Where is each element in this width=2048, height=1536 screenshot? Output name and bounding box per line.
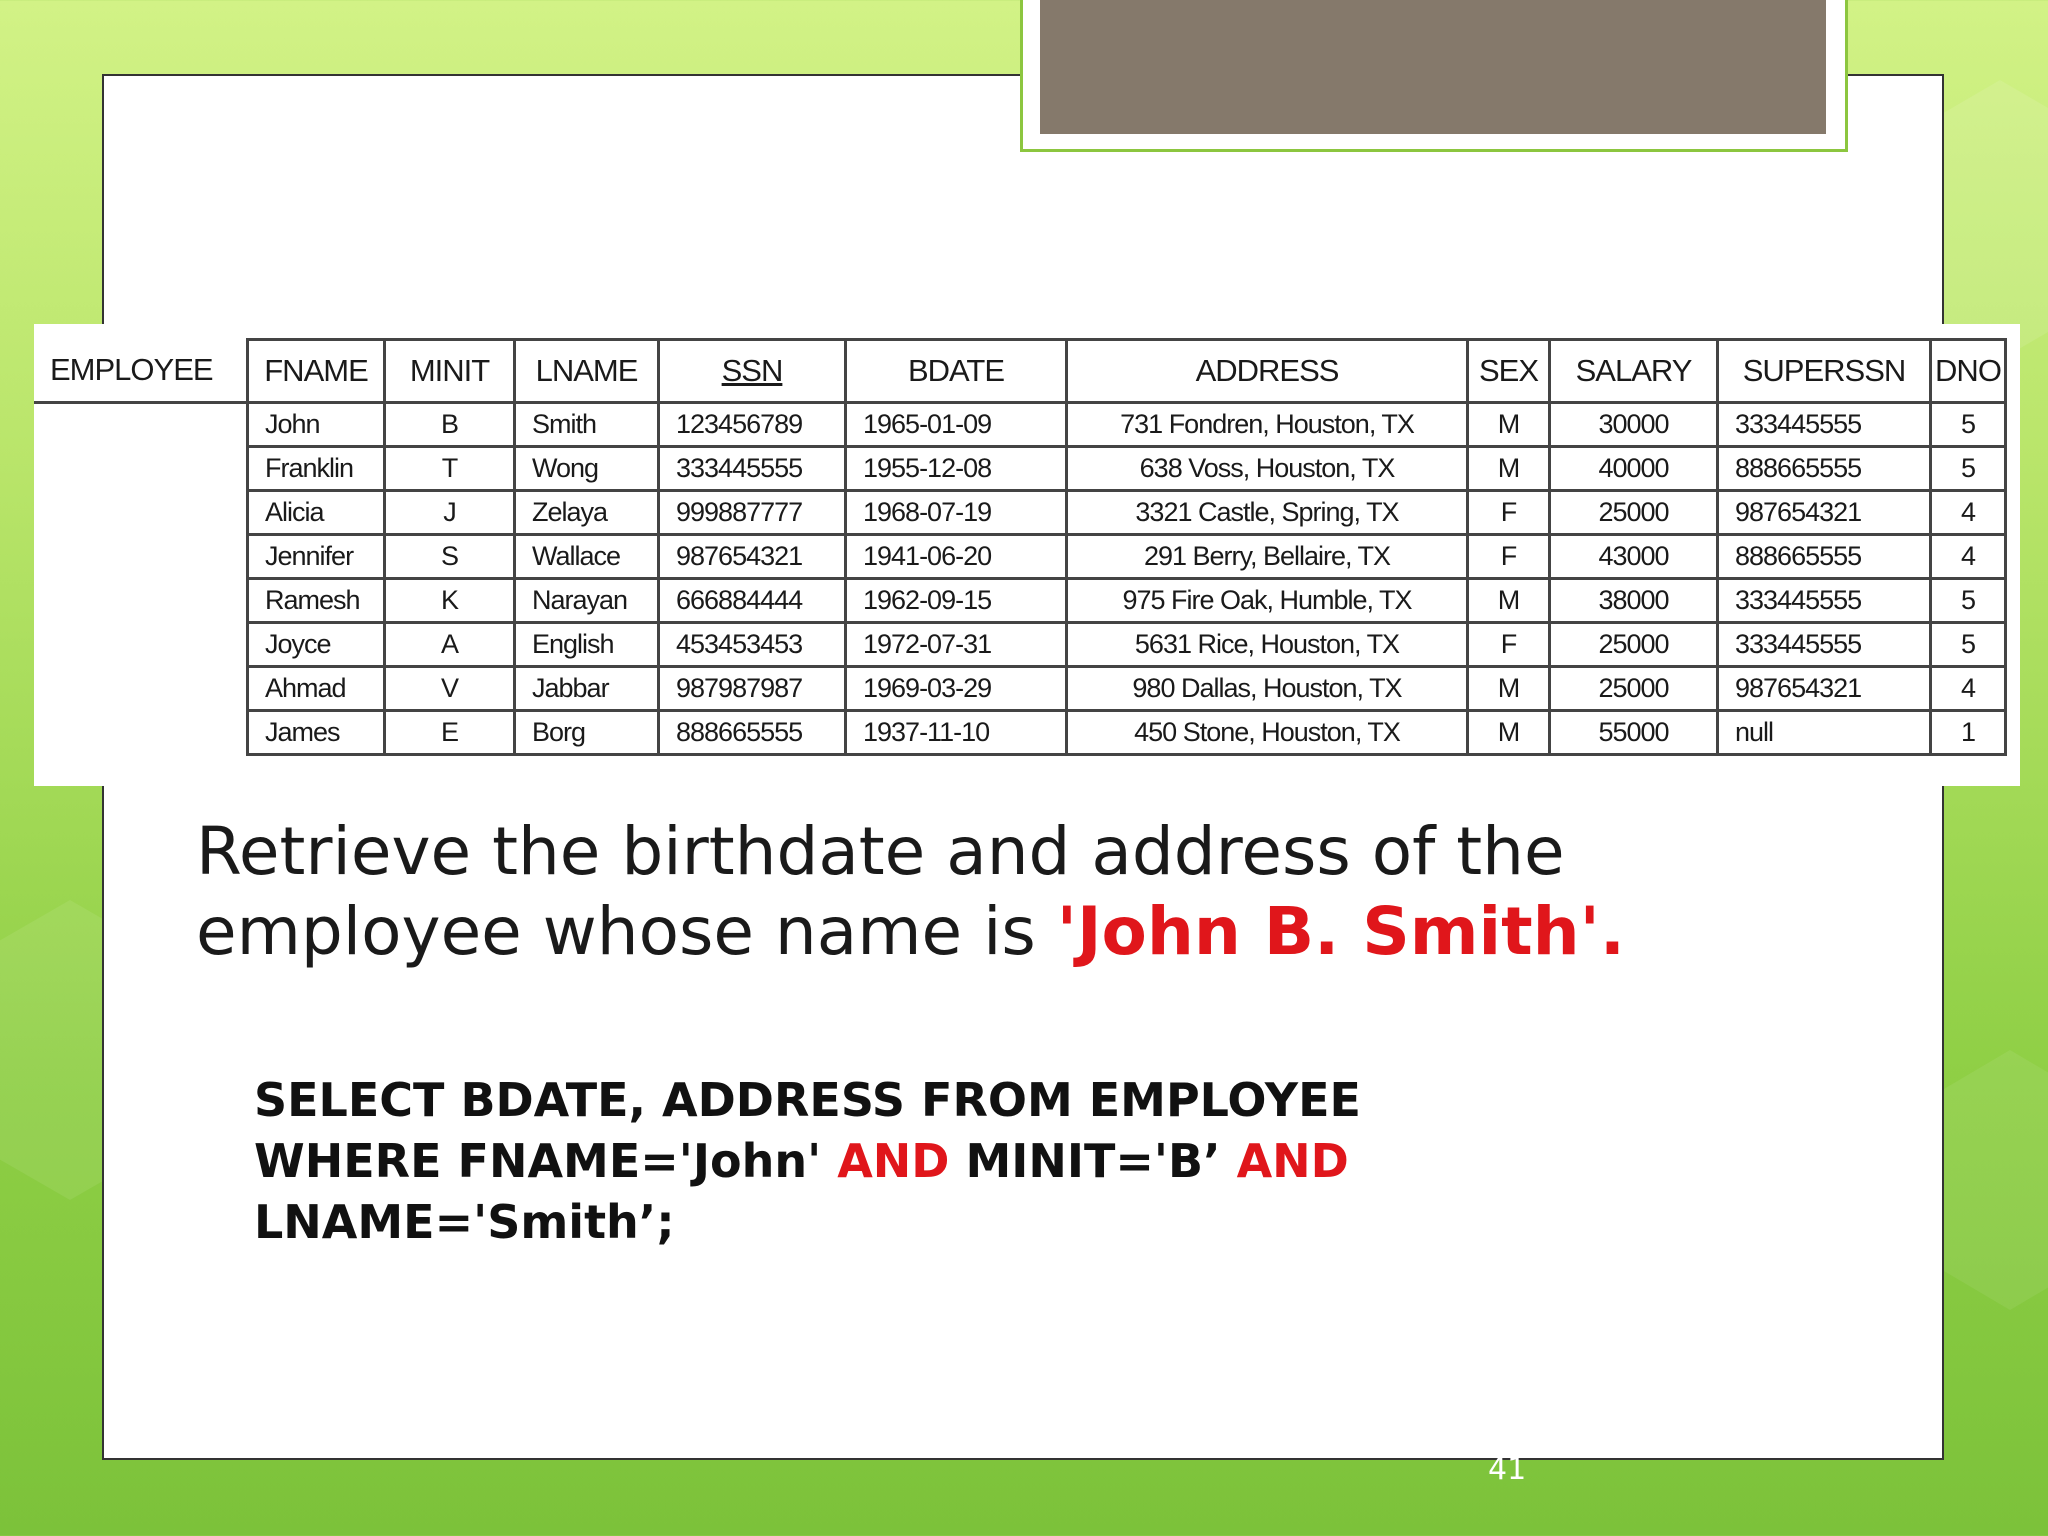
table-cell-minit: V xyxy=(385,667,515,711)
relation-spacer-cell xyxy=(34,447,248,491)
table-cell-fname: James xyxy=(248,711,385,755)
table-cell-ssn: 987654321 xyxy=(659,535,846,579)
table-cell-lname: Wong xyxy=(515,447,659,491)
table-cell-fname: Jennifer xyxy=(248,535,385,579)
table-cell-lname: Borg xyxy=(515,711,659,755)
column-header-fname: FNAME xyxy=(248,340,385,403)
question-text xyxy=(196,812,1696,972)
table-cell-bdate: 1972-07-31 xyxy=(846,623,1067,667)
column-header-sex: SEX xyxy=(1468,340,1550,403)
table-row xyxy=(34,403,2006,447)
table-cell-ssn: 333445555 xyxy=(659,447,846,491)
question-body: Retrieve the birthdate and address of the employee whose name is xyxy=(196,813,1565,970)
table-cell-lname: English xyxy=(515,623,659,667)
sql-line-2 xyxy=(254,1131,1654,1192)
sql-and-keyword: AND xyxy=(837,1134,950,1188)
sql-line-3: LNAME='Smith’; xyxy=(254,1195,675,1249)
relation-spacer-cell xyxy=(34,711,248,755)
sql-minit-condition: MINIT='B’ xyxy=(949,1134,1237,1188)
table-cell-lname: Wallace xyxy=(515,535,659,579)
table-cell-ssn: 123456789 xyxy=(659,403,846,447)
table-cell-address: 638 Voss, Houston, TX xyxy=(1067,447,1468,491)
relation-spacer-cell xyxy=(34,403,248,447)
table-header-row xyxy=(34,340,2006,403)
table-cell-dno: 5 xyxy=(1931,447,2006,491)
table-cell-bdate: 1965-01-09 xyxy=(846,403,1067,447)
table-cell-fname: John xyxy=(248,403,385,447)
table-cell-sex: M xyxy=(1468,447,1550,491)
table-cell-minit: B xyxy=(385,403,515,447)
sql-where-fname: WHERE FNAME='John' xyxy=(254,1134,838,1188)
table-cell-minit: T xyxy=(385,447,515,491)
column-header-address: ADDRESS xyxy=(1067,340,1468,403)
table-cell-salary: 25000 xyxy=(1550,623,1718,667)
table-cell-minit: A xyxy=(385,623,515,667)
table-cell-fname: Franklin xyxy=(248,447,385,491)
table-cell-bdate: 1968-07-19 xyxy=(846,491,1067,535)
relation-spacer-cell xyxy=(34,535,248,579)
table-cell-minit: J xyxy=(385,491,515,535)
sql-query xyxy=(254,1070,1654,1253)
column-header-dno: DNO xyxy=(1931,340,2006,403)
table-cell-salary: 30000 xyxy=(1550,403,1718,447)
table-cell-superssn: 888665555 xyxy=(1718,447,1931,491)
table-cell-bdate: 1955-12-08 xyxy=(846,447,1067,491)
table-row xyxy=(34,491,2006,535)
table-cell-salary: 55000 xyxy=(1550,711,1718,755)
table-cell-sex: M xyxy=(1468,403,1550,447)
sql-and-keyword: AND xyxy=(1236,1134,1349,1188)
title-placeholder xyxy=(1040,0,1826,134)
table-cell-sex: M xyxy=(1468,711,1550,755)
table-cell-minit: E xyxy=(385,711,515,755)
table-cell-salary: 40000 xyxy=(1550,447,1718,491)
relation-spacer-cell xyxy=(34,667,248,711)
table-cell-superssn: 333445555 xyxy=(1718,579,1931,623)
table-cell-minit: S xyxy=(385,535,515,579)
column-header-superssn: SUPERSSN xyxy=(1718,340,1931,403)
table-cell-address: 980 Dallas, Houston, TX xyxy=(1067,667,1468,711)
table-row xyxy=(34,579,2006,623)
table-cell-salary: 43000 xyxy=(1550,535,1718,579)
table-cell-minit: K xyxy=(385,579,515,623)
table-cell-ssn: 987987987 xyxy=(659,667,846,711)
employee-table xyxy=(34,338,2007,756)
column-header-ssn: SSN xyxy=(659,340,846,403)
employee-table-image xyxy=(34,324,2020,786)
table-row xyxy=(34,711,2006,755)
table-cell-dno: 5 xyxy=(1931,579,2006,623)
table-cell-fname: Alicia xyxy=(248,491,385,535)
table-cell-superssn: 333445555 xyxy=(1718,403,1931,447)
sql-line-1: SELECT BDATE, ADDRESS FROM EMPLOYEE xyxy=(254,1073,1361,1127)
table-cell-dno: 5 xyxy=(1931,403,2006,447)
slide-page-number: 41 xyxy=(1488,1452,1527,1487)
table-cell-address: 3321 Castle, Spring, TX xyxy=(1067,491,1468,535)
table-cell-salary: 38000 xyxy=(1550,579,1718,623)
table-cell-fname: Ahmad xyxy=(248,667,385,711)
table-cell-superssn: null xyxy=(1718,711,1931,755)
table-cell-superssn: 333445555 xyxy=(1718,623,1931,667)
table-cell-ssn: 888665555 xyxy=(659,711,846,755)
table-cell-ssn: 999887777 xyxy=(659,491,846,535)
relation-spacer-cell xyxy=(34,579,248,623)
table-cell-sex: F xyxy=(1468,535,1550,579)
relation-spacer-cell xyxy=(34,491,248,535)
table-cell-bdate: 1962-09-15 xyxy=(846,579,1067,623)
column-header-bdate: BDATE xyxy=(846,340,1067,403)
table-cell-lname: Narayan xyxy=(515,579,659,623)
table-row xyxy=(34,535,2006,579)
table-cell-sex: F xyxy=(1468,491,1550,535)
relation-name: EMPLOYEE xyxy=(34,340,248,403)
table-cell-address: 450 Stone, Houston, TX xyxy=(1067,711,1468,755)
table-cell-superssn: 987654321 xyxy=(1718,491,1931,535)
column-header-salary: SALARY xyxy=(1550,340,1718,403)
column-header-minit: MINIT xyxy=(385,340,515,403)
table-cell-dno: 4 xyxy=(1931,667,2006,711)
table-cell-lname: Smith xyxy=(515,403,659,447)
table-cell-sex: M xyxy=(1468,667,1550,711)
table-cell-salary: 25000 xyxy=(1550,667,1718,711)
table-cell-address: 5631 Rice, Houston, TX xyxy=(1067,623,1468,667)
table-cell-superssn: 987654321 xyxy=(1718,667,1931,711)
question-highlight-name: 'John B. Smith'. xyxy=(1056,893,1625,970)
table-cell-bdate: 1941-06-20 xyxy=(846,535,1067,579)
table-cell-ssn: 666884444 xyxy=(659,579,846,623)
table-cell-bdate: 1937-11-10 xyxy=(846,711,1067,755)
table-cell-address: 731 Fondren, Houston, TX xyxy=(1067,403,1468,447)
table-cell-address: 975 Fire Oak, Humble, TX xyxy=(1067,579,1468,623)
table-cell-lname: Jabbar xyxy=(515,667,659,711)
table-cell-ssn: 453453453 xyxy=(659,623,846,667)
table-row xyxy=(34,447,2006,491)
table-cell-fname: Joyce xyxy=(248,623,385,667)
table-cell-dno: 4 xyxy=(1931,491,2006,535)
table-row xyxy=(34,623,2006,667)
column-header-lname: LNAME xyxy=(515,340,659,403)
table-cell-dno: 1 xyxy=(1931,711,2006,755)
table-cell-dno: 4 xyxy=(1931,535,2006,579)
table-row xyxy=(34,667,2006,711)
table-cell-fname: Ramesh xyxy=(248,579,385,623)
table-cell-address: 291 Berry, Bellaire, TX xyxy=(1067,535,1468,579)
table-cell-sex: M xyxy=(1468,579,1550,623)
table-cell-lname: Zelaya xyxy=(515,491,659,535)
relation-spacer-cell xyxy=(34,623,248,667)
table-cell-superssn: 888665555 xyxy=(1718,535,1931,579)
table-cell-dno: 5 xyxy=(1931,623,2006,667)
table-cell-bdate: 1969-03-29 xyxy=(846,667,1067,711)
table-cell-sex: F xyxy=(1468,623,1550,667)
table-cell-salary: 25000 xyxy=(1550,491,1718,535)
